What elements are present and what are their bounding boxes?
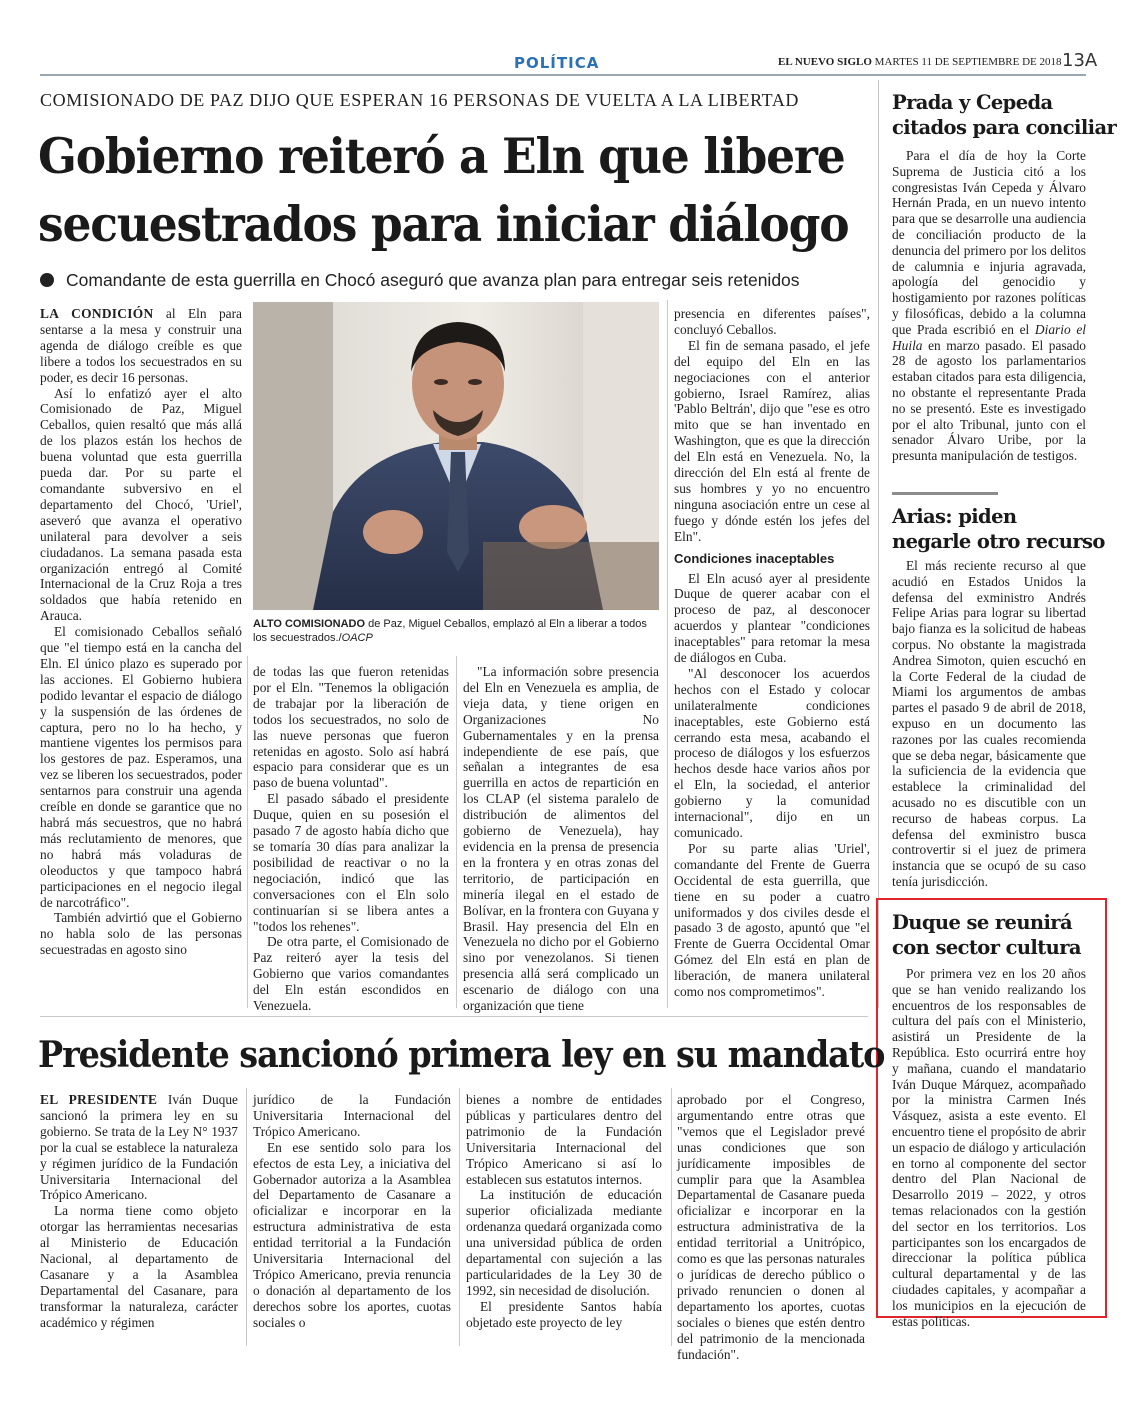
lead-word: EL PRESIDENTE	[40, 1092, 158, 1107]
second-column-4	[677, 1092, 865, 1362]
body-text: Por primera vez en los 20 años que se han venido realizando los encuentros de los responsables de cultura del país con el Ministerio, asistirá un Presidente de la República. Esto ocurrirá entre hoy y mañana, cuando el mandatario Iván Duque Márquez, acompañado por la ministra Carmen Inés Vásquez, asista a este evento. El encuentro tiene el propósito de abrir un espacio de diálogo y articulación en torno al componente del sector dentro del Plan Nacional de Desarrollo 2019 – 2022, y otros temas relacionados con la gestión del sector en los territorios. Los participantes son los encargados de direccionar la política pública cultural departamental y de las ciudades capitales, y acompañar a los municipios en la ejecución de estas políticas.	[892, 966, 1086, 1329]
main-headline-line1: Gobierno reiteró a Eln que libere	[38, 128, 845, 185]
sidebar-separator	[892, 492, 998, 495]
paragraph: "Al desconocer los acuerdos hechos con el Estado y colocar unilateralmente condiciones inaceptables, este Gobierno está cerrando esta mesa, acabando el proceso de diálogos y los esfuerzos hechos desde hace varios años por el Eln, la sociedad, el anterior gobierno y la comunidad internacional", dijo en un comunicado.	[674, 665, 870, 840]
main-column-2	[253, 664, 449, 1014]
main-column-4	[674, 306, 870, 1000]
paragraph: El presidente Santos había objetado este proyecto de ley	[466, 1298, 662, 1330]
paragraph: "La información sobre presencia del Eln en Venezuela es amplia, de vieja data, y tiene origen en Organizaciones No Gubernamentales y en la prensa independiente de ese país, que señalan a integrantes de esa guerrilla en actos de repartición en los CLAP (el sistema paralelo de distribución de alimentos del gobierno de Venezuela), hay evidencia en la prensa de presencia en la frontera y en otras zonas del territorio, de participación en minería ilegal en el estado de Bolívar, en la frontera con Guyana y Brasil. Hay presencia del Eln en Venezuela no dicho por el Gobierno sino por venezolanos. Si tienen presencia allá será complicado un escenario de diálogo con una organización que tiene	[463, 664, 659, 1014]
subheadline-text: Comandante de esta guerrilla en Chocó aseguró que avanza plan para entregar seis retenidos	[66, 270, 800, 290]
paragraph: También advirtió que el Gobierno no habla solo de las personas secuestradas en agosto sino	[40, 910, 242, 958]
column-rule	[246, 1088, 247, 1346]
paper-name: EL NUEVO SIGLO	[778, 56, 872, 68]
main-column-3	[463, 664, 659, 1014]
bullet-icon	[40, 273, 54, 287]
header-divider	[40, 74, 1086, 76]
page-number: 13A	[1062, 50, 1098, 71]
paragraph: al Eln para sentarse a la mesa y construir una agenda de diálogo creíble es que libere a todos los secuestrados en su poder, es decir 16 personas.	[40, 306, 243, 385]
paragraph: Por su parte alias 'Uriel', comandante del Frente de Guerra Occidental de esta guerrilla, que tiene en su poder a cuatro uniformados y dos civiles desde el pasado 3 de agosto, apuntó que "el Frente de Guerra Occidental Omar Gómez del Eln está en plan de liberación, de manera unilateral como nos comprometimos".	[674, 840, 870, 1000]
sidebar-title-arias	[892, 504, 1105, 554]
column-rule	[456, 656, 457, 1008]
lead-word: LA CONDICIÓN	[40, 306, 154, 321]
photo-caption	[253, 617, 659, 645]
section-label: POLÍTICA	[514, 54, 600, 72]
main-column-1	[40, 306, 242, 958]
second-headline: Presidente sancionó primera ley en su mandato	[38, 1034, 885, 1077]
paragraph: La institución de educación superior oficializada mediante ordenanza quedará organizada como una universidad pública de orden departamental con sujeción a las particularidades de la Ley 30 de 1992, sin necesidad de disolución.	[466, 1187, 662, 1298]
column-rule	[671, 1088, 672, 1346]
main-subheadline	[40, 270, 800, 291]
caption-credit: OACP	[341, 632, 373, 644]
second-column-3	[466, 1092, 662, 1331]
caption-lead: ALTO COMISIONADO	[253, 618, 366, 630]
column-rule	[459, 1088, 460, 1346]
portrait-image	[253, 302, 659, 610]
paragraph: Iván Duque sancionó la primera ley en su gobierno. Se trata de la Ley N° 1937 por la cual se establece la naturaleza y régimen jurídico de la Fundación Universitaria Internacional del Trópico Americano.	[40, 1092, 238, 1203]
caption-text: de Paz, Miguel Ceballos, emplazó al Eln a liberar a todos los secuestrados./	[253, 618, 647, 644]
title-line: con sector cultura	[892, 936, 1081, 959]
title-line: negarle otro recurso	[892, 530, 1105, 553]
body-text: Para el día de hoy la Corte Suprema de Justicia citó a los congresistas Iván Cepeda y Álvaro Hernán Prada, en un nuevo intento para que se desarrolle una audiencia de conciliación producto de la denuncia del primero por los delitos de calumnia e injuria agravada, apología del genocidio y hostigamiento por razones políticas y filosóficas, debido a la columna que Prada escribió en el	[892, 148, 1086, 337]
sidebar-body-prada-cepeda	[892, 148, 1086, 464]
paragraph: De otra parte, el Comisionado de Paz reiteró ayer la tesis del Gobierno que varios comandantes del Eln están escondidos en Venezuela.	[253, 934, 449, 1014]
sidebar-title-prada-cepeda	[892, 90, 1116, 140]
paragraph: En ese sentido solo para los efectos de esta Ley, a iniciativa del Gobernador autoriza a la Asamblea del Departamento de Casanare a oficializar e incorporar en la estructura administrativa de esta entidad territorial a la Fundación Universitaria Internacional del Trópico Americano, previa renuncia o donación al departamento de los derechos sobre los aportes, cuotas sociales o	[253, 1139, 451, 1330]
sidebar-body-arias	[892, 558, 1086, 890]
paragraph: El Eln acusó ayer al presidente Duque de querer acabar con el proceso de paz, al desconocer acuerdos y plantear "condiciones inaceptables" para retomar la mesa de diálogos en Cuba.	[674, 570, 870, 666]
second-column-1	[40, 1092, 238, 1331]
paragraph: Así lo enfatizó ayer el alto Comisionado de Paz, Miguel Ceballos, quien resaltó que más allá de los plazos están los hechos de buena voluntad que esta guerrilla pueda dar. Por su parte el comandante subversivo en el departamento del Chocó, 'Uriel', aseveró que avanza el operativo unilateral para devolver a seis ciudadanos. La semana pasada esta organización entregó al Comité Internacional de la Cruz Roja a tres soldados que había retenido en Arauca.	[40, 385, 242, 624]
paragraph: El pasado sábado el presidente Duque, quien en su posesión el pasado 7 de agosto había dicho que se tomaría 30 días para analizar la posibilidad de reactivar o no la negociación, indicó que las conversaciones con el Eln solo continuarían si se libera antes a "todos los rehenes".	[253, 791, 449, 934]
paragraph: La norma tiene como objeto otorgar las herramientas necesarias al Ministerio de Educación Nacional, al departamento de Casanare y a la Asamblea Departamental del Casanare, para transformar la naturaleza, carácter académico y régimen	[40, 1203, 238, 1330]
masthead-info	[778, 56, 1062, 68]
paragraph: aprobado por el Congreso, argumentando entre otras que "vemos que el Legislador prevé unas condiciones que son jurídicamente imposibles de cumplir para que la Asamblea Departamental de Casanare pueda oficializar e incorporar en la estructura administrativa de la entidad territorial a Unitrópico, como es que las personas naturales o jurídicas de derecho público o privado renuncien o donen al departamento los aportes, cuotas sociales o bienes que estén dentro del patrimonio de la mencionada fundación".	[677, 1092, 865, 1362]
paragraph: El fin de semana pasado, el jefe del equipo del Eln en las negociaciones con el anterior gobierno, Israel Ramírez, alias 'Pablo Beltrán', dijo que "ese es otro mito que se han inventado en Washington, que es que la dirección del Eln está en Venezuela. No, la dirección del Eln está al frente de sus hombres y yo no encuentro ninguna asociación entre un cese al fuego y dónde estén los jefes del Eln".	[674, 337, 870, 544]
column-rule	[667, 300, 668, 1008]
title-line: Duque se reunirá	[892, 911, 1073, 934]
main-kicker: COMISIONADO DE PAZ DIJO QUE ESPERAN 16 PERSONAS DE VUELTA A LA LIBERTAD	[40, 90, 800, 110]
title-line: Prada y Cepeda	[892, 91, 1053, 114]
body-text: en marzo pasado. El pasado 28 de agosto los parlamentarios estaban citados para esta diligencia, no obstante el representante Prada no se presentó. Este es investigado por el alto Tribunal, junto con el senador Álvaro Uribe, por la presunta manipulación de testigos.	[892, 337, 1086, 464]
paragraph: bienes a nombre de entidades públicas y particulares dentro del patrimonio de la Fundación Universitaria Internacional del Trópico Americano si así lo establecen sus estatutos internos.	[466, 1092, 662, 1187]
sidebar-body-duque-cultura	[892, 966, 1086, 1329]
paragraph: jurídico de la Fundación Universitaria Internacional del Trópico Americano.	[253, 1092, 451, 1139]
sidebar-title-duque-cultura	[892, 910, 1081, 960]
paragraph: El comisionado Ceballos señaló que "el tiempo está en la cancha del Eln. El único plazo es superado por las acciones. El Gobierno hubiera podido levantar el espacio de diálogo y la suspensión de las órdenes de captura, pero no lo ha hecho, y mantiene vigentes los permisos para los gestores de paz. Esperamos, una vez se liberen los secuestrados, poder sentarnos para construir una agenda creíble en donde se garantice que no habrá más secuestros, que no habrá más reclutamiento de menores, que no habrá más voladuras de oleoductos y que tampoco habrá participaciones en el negocio ilegal de narcotráfico".	[40, 624, 242, 910]
column-subhead: Condiciones inaceptables	[674, 550, 835, 566]
main-headline-line2: secuestrados para iniciar diálogo	[38, 196, 849, 253]
sidebar-divider	[878, 80, 879, 1008]
paragraph: de todas las que fueron retenidas por el Eln. "Tenemos la obligación de trabajar por la liberación de todos los secuestrados, no solo de las nueve personas que fueron retenidas en agosto. Solo así habrá espacio para considerar que es un paso de buena voluntad".	[253, 664, 449, 791]
body-text: El más reciente recurso al que acudió en Estados Unidos la defensa del exministro Andrés Felipe Arias para lograr su libertad bajo fianza es la solicitud de habeas corpus. No obstante la magistrada Andrea Simoton, quien escuchó en la Corte Federal de la ciudad de Miami los argumentos de ambas partes el pasado 9 de abril de 2018, expuso en un documento las razones por las cuales recomienda que se deba negar, básicamente que la suficiencia de la evidencia que establece la criminalidad del acusado no es discutible con un recurso de habeas corpus. La defensa del exministro busca controvertir si el juez de primera instancia que se ocupó de su caso tenía jurisdicción.	[892, 558, 1086, 889]
title-line: Arias: piden	[892, 505, 1017, 528]
paragraph: presencia en diferentes países", concluyó Ceballos.	[674, 306, 870, 337]
issue-date: MARTES 11 DE SEPTIEMBRE DE 2018	[874, 56, 1062, 68]
second-column-2	[253, 1092, 451, 1331]
column-rule	[247, 656, 248, 1008]
title-line: citados para conciliar	[892, 116, 1117, 139]
body-italic: Diario el Huila	[892, 321, 1086, 353]
photo-miguel-ceballos	[253, 302, 659, 610]
story-divider	[40, 1016, 868, 1017]
